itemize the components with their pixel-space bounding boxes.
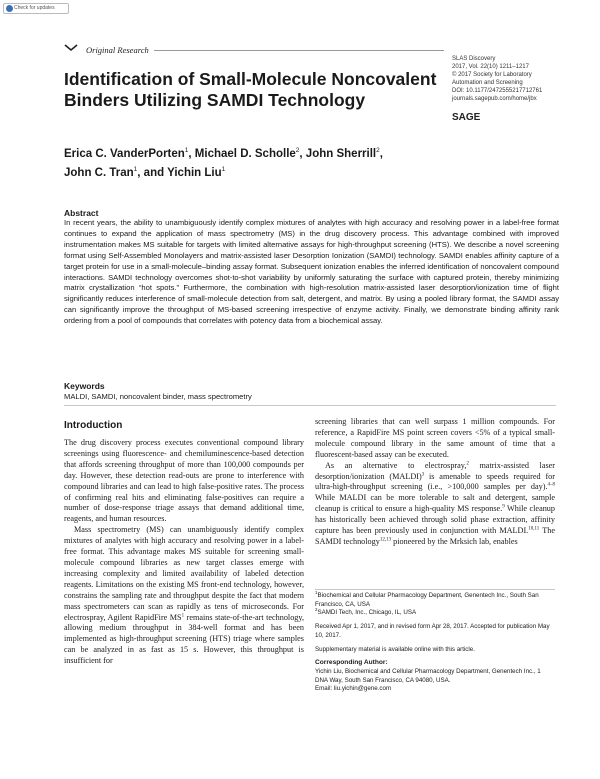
section-divider xyxy=(64,405,556,406)
text-span: As an alternative to electrospray, xyxy=(325,460,467,470)
affiliation-1 xyxy=(315,589,555,609)
section-label: Original Research xyxy=(86,45,149,55)
citation: 3 xyxy=(421,471,425,477)
body-column-left xyxy=(64,438,304,667)
citation: 9 xyxy=(502,504,505,510)
text-span: is amenable to speeds required for ultra-high-throughput screening (i.e., >100,000 samples per day). xyxy=(315,471,555,492)
affil-text: SAMDI Tech, Inc., Chicago, IL, USA xyxy=(317,609,417,617)
article-title: Identification of Small-Molecule Noncovalent Binders Utilizing SAMDI Technology xyxy=(64,69,437,110)
author-list xyxy=(64,143,444,181)
text-span: pioneered by the Mrksich lab, enables xyxy=(391,536,518,546)
check-updates-icon xyxy=(6,5,13,12)
intro-paragraph-4 xyxy=(315,461,555,548)
author-2-affil: 2 xyxy=(295,147,300,154)
author-2: , Michael D. Scholle xyxy=(188,147,296,160)
journal-name: SLAS Discovery xyxy=(452,56,496,62)
author-4: John C. Tran xyxy=(64,166,134,179)
intro-paragraph-2 xyxy=(64,525,304,667)
citation: 12,13 xyxy=(379,537,392,543)
journal-url[interactable]: journals.sagepub.com/home/jbx xyxy=(452,96,537,102)
author-separator: , xyxy=(379,147,383,160)
header-rule xyxy=(154,50,444,51)
intro-paragraph-3: screening libraries that can well surpass 1 million compounds. For reference, a RapidFire MS point screen covers <5% of a typical small-molecule compound library in the same amount of time that a fluorescent-based assay can be executed. xyxy=(315,417,555,459)
citation: 10,11 xyxy=(528,526,540,532)
abstract-text: In recent years, the ability to unambiguously identify complex mixtures of analytes with high accuracy and resolving power in a label-free format continues to expand the application of mass spectrometry (MS) in the drug discovery process. This advantage combined with improved instrumentation makes MS suitable for targets with limited alternative assays for high-throughput screening (HTS). We describe a novel screening format using Self-Assembled Monolayers and matrix-assisted laser Desorption Ionization (SAMDI) technology. SAMDI enables affinity capture of a target protein for use in a small-molecule–binding assay format. Subsequent ionization enables the inferred identification of noncovalent compound interactions. SAMDI technology overcomes shot-to-shot variability by uniformly saturating the surface with captured protein, thereby minimizing matrix crystallization “hot spots.” Furthermore, the combination with high-resolution matrix-assisted laser desorption/ionization time of flight significantly reduces interference of small-molecule detection from salt, detergent, and matrix. By using a pooled library format, the SAMDI assay can significantly improve the throughput of MS-based screening irrespective of enzyme activity. Finally, we demonstrate binding affinity rank ordering from a pool of compounds that correlates with potency data from a biochemical assay. xyxy=(64,218,559,326)
text-span: The SAMDI technology xyxy=(315,526,555,546)
corresponding-author-email[interactable]: Email: liu.yichin@gene.com xyxy=(315,685,392,693)
keywords-heading: Keywords xyxy=(64,381,105,391)
author-3: , John Sherrill xyxy=(299,147,377,160)
journal-doi[interactable]: DOI: 10.1177/2472555217712761 xyxy=(452,88,543,94)
body-column-right xyxy=(315,417,555,548)
introduction-heading: Introduction xyxy=(64,420,123,431)
journal-copyright-cont: Automation and Screening xyxy=(452,80,523,86)
received-dates: Received Apr 1, 2017, and in revised form Apr 28, 2017. Accepted for publication May 10, 2017. xyxy=(315,623,550,639)
check-for-updates-badge[interactable] xyxy=(3,3,69,14)
chevron-logo-icon xyxy=(64,44,84,52)
affiliation-2 xyxy=(315,609,555,618)
article-notes xyxy=(315,589,555,694)
affil-number: 1 xyxy=(315,589,318,595)
citation: 1 xyxy=(181,612,185,618)
affil-number: 2 xyxy=(315,607,318,613)
intro-paragraph-1: The drug discovery process executes conventional compound library screenings using fluorescence- and chemiluminescence-based detection that affords screening throughput of more than 100,000 compounds per day. However, these detection read-outs are prone to interference with compound libraries and can lead to high false-positive rates. The process of confirming real hits and eliminating false-positives can require a number of dose-response triage assays that demand additional time, reagents, and human resources. xyxy=(64,438,304,524)
text-span: While MALDI can be more tolerable to salt and detergent, sample cleanup is critical to ensure a high-quality MS response. xyxy=(315,493,555,514)
author-5-affil: 1 xyxy=(221,165,226,173)
sage-logo xyxy=(452,112,480,123)
author-3-affil: 2 xyxy=(376,147,380,154)
text-span: remains state-of-the-art technology, allowing medium throughput in 384-well format and has been implemented as high-throughput screening (HTS) triage where samples can be analyzed in as fast as 15 s. However, this throughput is insufficient for xyxy=(64,612,304,666)
journal-info xyxy=(452,55,592,103)
supplementary-note: Supplementary material is available online with this article. xyxy=(315,645,475,653)
footnote-divider xyxy=(315,589,555,590)
keywords-text: MALDI, SAMDI, noncovalent binder, mass spectrometry xyxy=(64,392,252,401)
text-span: While cleanup has historically been achieved through solid phase extraction, affinity capture has been previously used in conjunction with MALDI. xyxy=(315,504,555,536)
corresponding-author-text: Yichin Liu, Biochemical and Cellular Pharmacology Department, Genentech Inc., 1 DNA Way, South San Francisco, CA 94080, USA. xyxy=(315,667,541,684)
author-5: , and Yichin Liu xyxy=(137,166,222,179)
abstract-heading: Abstract xyxy=(64,208,99,218)
author-1: Erica C. VanderPorten xyxy=(64,147,185,160)
author-4-affil: 1 xyxy=(133,165,138,173)
sage-label: SAGE xyxy=(452,112,481,123)
citation: 2 xyxy=(466,460,469,466)
badge-label: Check for updates xyxy=(14,5,55,11)
text-span: Mass spectrometry (MS) can unambiguously identify complex mixtures of analytes with high accuracy and resolving power in a label-free format. This advantage makes MS suitable for screening small-molecule compound libraries as new target classes emerge with increasing complexity and limited availability of labeled detection reagents. Limitations on the existing MS front-end technology, however, constrains the sampling rate and throughput despite the fact that modern mass spectrometers can scan as rapidly as tens of microseconds. For electrospray, Agilent RapidFire MS xyxy=(64,525,304,622)
text-span: matrix-assisted laser desorption/ionization (MALDI) xyxy=(315,460,555,481)
citation: 4–8 xyxy=(547,482,555,488)
author-1-affil: 1 xyxy=(184,147,189,154)
corresponding-author-heading: Corresponding Author: xyxy=(315,659,388,667)
affil-text: Biochemical and Cellular Pharmacology Department, Genentech Inc., South San Francisco, CA, USA xyxy=(315,592,539,608)
journal-volume: 2017, Vol. 22(10) 1211–1217 xyxy=(452,64,529,70)
journal-copyright: © 2017 Society for Laboratory xyxy=(452,72,532,78)
